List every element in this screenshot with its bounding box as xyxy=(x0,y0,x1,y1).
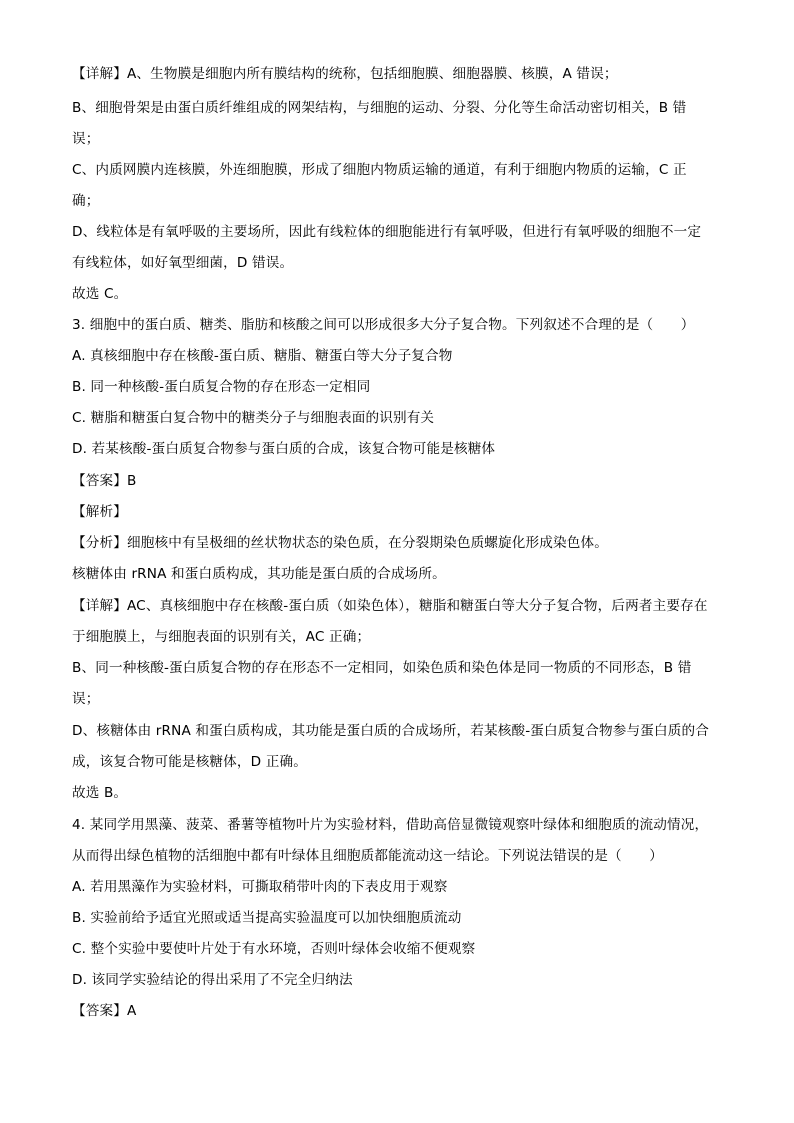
question-4-stem-cont: 从而得出绿色植物的活细胞中都有叶绿体且细胞质都能流动这一结论。下列说法错误的是（ ） xyxy=(72,848,663,864)
text-line-detail-d-cont: 有线粒体，如好氧型细菌，D 错误。 xyxy=(72,255,294,271)
question-3-choice: 故选 B。 xyxy=(72,785,128,801)
question-4-option-d: D. 该同学实验结论的得出采用了不完全归纳法 xyxy=(72,972,353,988)
question-3-option-d: D. 若某核酸-蛋白质复合物参与蛋白质的合成，该复合物可能是核糖体 xyxy=(72,441,496,457)
question-3-detail-b: B、同一种核酸-蛋白质复合物的存在形态不一定相同，如染色质和染色体是同一物质的不同形态，B 错 xyxy=(72,660,692,676)
question-3-detail-b-cont: 误； xyxy=(72,691,100,707)
question-3-detail-d-cont: 成，该复合物可能是核糖体，D 正确。 xyxy=(72,754,307,770)
text-line-detail-b-cont: 误； xyxy=(72,131,100,147)
question-3-analysis-cont: 核糖体由 rRNA 和蛋白质构成，其功能是蛋白质的合成场所。 xyxy=(72,566,446,582)
question-3-analysis-heading: 【解析】 xyxy=(72,504,127,520)
question-3-stem: 3. 细胞中的蛋白质、糖类、脂肪和核酸之间可以形成很多大分子复合物。下列叙述不合理的是（ ） xyxy=(72,317,695,333)
question-3-option-a: A. 真核细胞中存在核酸-蛋白质、糖脂、糖蛋白等大分子复合物 xyxy=(72,348,453,364)
question-4-answer: 【答案】A xyxy=(72,1003,137,1019)
question-3-analysis: 【分析】细胞核中有呈极细的丝状物状态的染色质，在分裂期染色质螺旋化形成染色体。 xyxy=(72,535,609,551)
question-4-option-b: B. 实验前给予适宜光照或适当提高实验温度可以加快细胞质流动 xyxy=(72,910,462,926)
question-3-detail-ac: 【详解】AC、真核细胞中存在核酸-蛋白质（如染色体），糖脂和糖蛋白等大分子复合物，后两者主要存在 xyxy=(72,598,708,614)
text-line-detail-c-cont: 确； xyxy=(72,193,100,209)
question-3-option-b: B. 同一种核酸-蛋白质复合物的存在形态一定相同 xyxy=(72,379,371,395)
text-line-choice: 故选 C。 xyxy=(72,286,128,302)
text-line-detail-d: D、线粒体是有氧呼吸的主要场所，因此有线粒体的细胞能进行有氧呼吸，但进行有氧呼吸的细胞不一定 xyxy=(72,224,702,240)
question-3-option-c: C. 糖脂和糖蛋白复合物中的糖类分子与细胞表面的识别有关 xyxy=(72,410,435,426)
question-3-answer: 【答案】B xyxy=(72,473,137,489)
question-4-option-c: C. 整个实验中要使叶片处于有水环境，否则叶绿体会收缩不便观察 xyxy=(72,941,476,957)
text-line-detail-c: C、内质网膜内连核膜，外连细胞膜，形成了细胞内物质运输的通道，有利于细胞内物质的运输，C 正 xyxy=(72,162,687,178)
question-3-detail-ac-cont: 于细胞膜上，与细胞表面的识别有关，AC 正确； xyxy=(72,629,371,645)
text-line-detail-b: B、细胞骨架是由蛋白质纤维组成的网架结构，与细胞的运动、分裂、分化等生命活动密切相关，B 错 xyxy=(72,100,687,116)
text-line-detail-a: 【详解】A、生物膜是细胞内所有膜结构的统称，包括细胞膜、细胞器膜、核膜，A 错误； xyxy=(72,66,618,82)
question-3-detail-d: D、核糖体由 rRNA 和蛋白质构成，其功能是蛋白质的合成场所，若某核酸-蛋白质复合物参与蛋白质的合 xyxy=(72,723,709,739)
question-4-stem: 4. 某同学用黑藻、菠菜、番薯等植物叶片为实验材料，借助高倍显微镜观察叶绿体和细胞质的流动情况， xyxy=(72,817,709,833)
question-4-option-a: A. 若用黑藻作为实验材料，可撕取稍带叶肉的下表皮用于观察 xyxy=(72,879,448,895)
